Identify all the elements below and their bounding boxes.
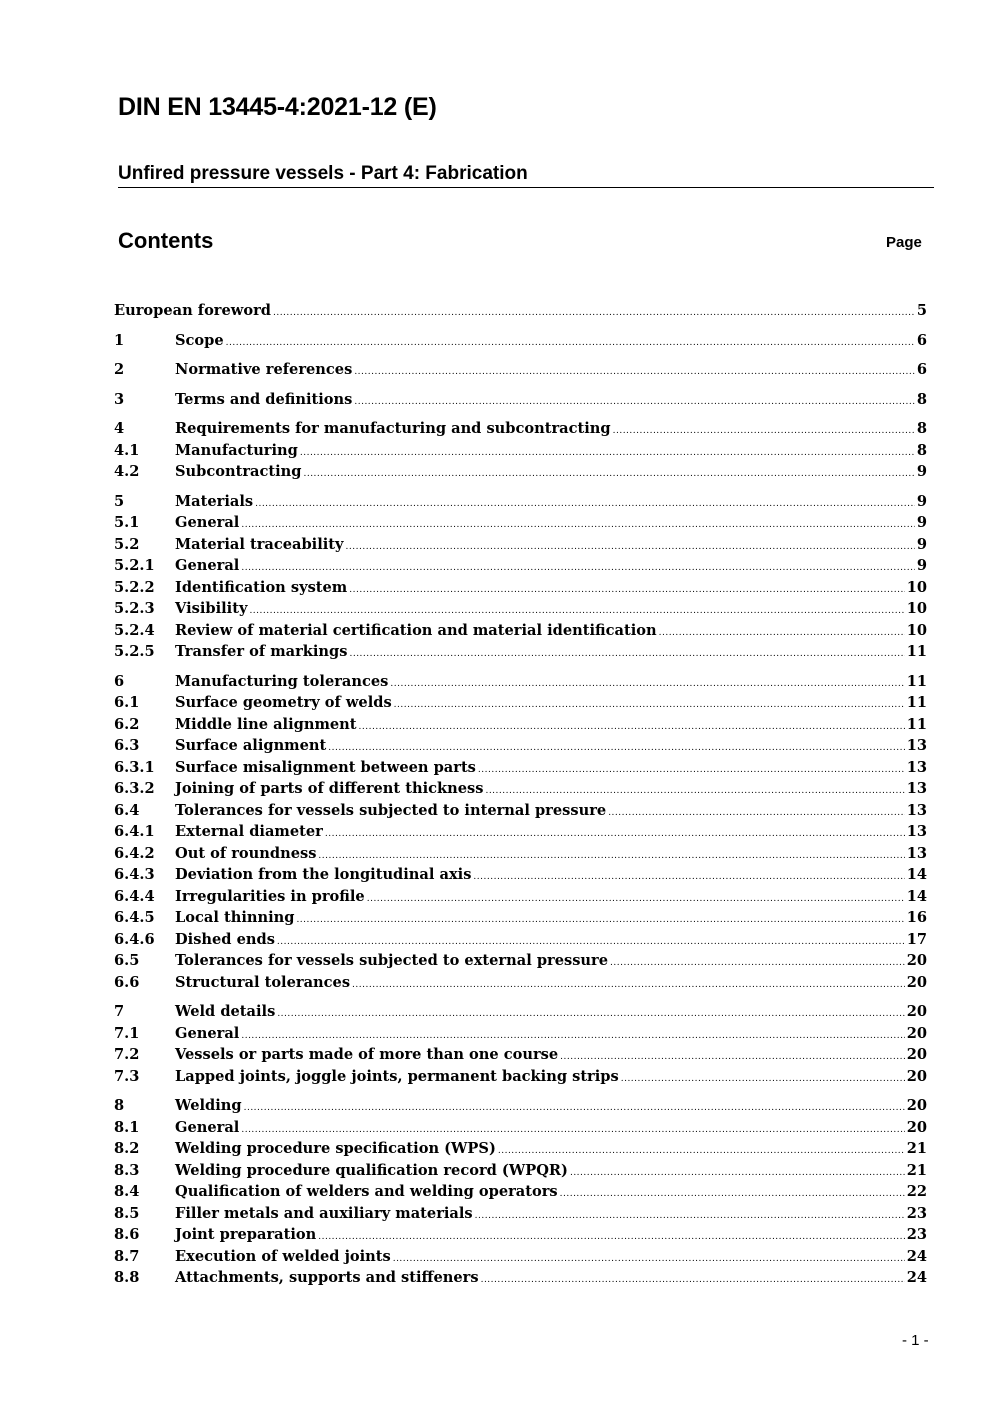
toc-section-number: 5.1 <box>114 514 140 531</box>
toc-entry-line <box>114 300 927 322</box>
toc-section-title: Scope <box>175 330 226 352</box>
toc-page-number: 23 <box>906 1204 927 1222</box>
toc-page-number: 13 <box>906 823 927 840</box>
toc-entry-line <box>175 534 927 556</box>
toc-entry[interactable] <box>114 359 927 381</box>
toc-entry[interactable] <box>114 1224 927 1246</box>
toc-page-number: 8 <box>916 390 927 408</box>
toc-dot-leader <box>300 443 915 462</box>
toc-section-number: 4.2 <box>114 463 140 480</box>
toc-entry-line <box>175 671 927 693</box>
toc-entry[interactable] <box>114 440 927 462</box>
toc-page-number: 24 <box>906 1247 927 1265</box>
toc-entry-line <box>175 461 927 483</box>
toc-section-title: External diameter <box>175 821 325 843</box>
toc-section-title: Normative references <box>175 359 354 381</box>
toc-section-number: 2 <box>114 361 125 378</box>
toc-entry[interactable] <box>114 929 927 951</box>
toc-page-number: 22 <box>906 1183 927 1200</box>
toc-dot-leader <box>241 558 915 577</box>
toc-page-number: 21 <box>906 1140 927 1157</box>
toc-section-title: Materials <box>175 491 255 513</box>
toc-section-number: 5.2.3 <box>114 600 155 617</box>
toc-page-number: 10 <box>906 621 927 639</box>
toc-entry[interactable] <box>114 864 927 886</box>
toc-section-number: 8.8 <box>114 1269 140 1286</box>
toc-dot-leader <box>367 889 905 908</box>
toc-section-title: Tolerances for vessels subjected to internal pressure <box>175 800 608 822</box>
toc-entry[interactable] <box>114 778 927 800</box>
toc-page-number: 14 <box>906 887 927 905</box>
toc-dot-leader <box>478 760 905 779</box>
toc-entry-line <box>175 972 927 994</box>
toc-page-number: 13 <box>906 844 927 862</box>
toc-dot-leader <box>249 601 904 620</box>
toc-section-title: Transfer of markings <box>175 641 349 663</box>
toc-dot-leader <box>241 515 915 534</box>
toc-dot-leader <box>346 537 915 556</box>
toc-dot-leader <box>390 674 904 693</box>
toc-entry-line <box>175 692 927 714</box>
toc-entry-line <box>175 1001 927 1023</box>
toc-page-number: 13 <box>906 737 927 754</box>
toc-page-number: 9 <box>916 514 927 531</box>
toc-dot-leader <box>359 717 905 736</box>
toc-section-title: Vessels or parts made of more than one course <box>175 1044 560 1066</box>
toc-page-number: 20 <box>906 1046 927 1063</box>
toc-entry[interactable] <box>114 1181 927 1203</box>
toc-entry[interactable] <box>114 555 927 577</box>
toc-section-number: 5.2 <box>114 535 140 553</box>
toc-entry-line <box>175 757 927 779</box>
toc-entry[interactable] <box>114 1246 927 1268</box>
toc-entry[interactable] <box>114 735 927 757</box>
toc-entry-line <box>175 389 927 411</box>
toc-entry[interactable] <box>114 757 927 779</box>
toc-section-title: Execution of welded joints <box>175 1246 393 1268</box>
toc-entry-line <box>175 1224 927 1246</box>
toc-dot-leader <box>481 1270 905 1289</box>
toc-entry[interactable] <box>114 641 927 663</box>
toc-entry-line <box>175 491 927 513</box>
toc-page-number: 20 <box>906 1118 927 1136</box>
toc-section-number: 5.2.2 <box>114 578 155 596</box>
toc-entry[interactable] <box>114 1160 927 1182</box>
document-subtitle: Unfired pressure vessels - Part 4: Fabrication <box>118 163 528 184</box>
toc-section-title: Dished ends <box>175 929 277 951</box>
toc-entry[interactable] <box>114 491 927 513</box>
toc-page-number: 21 <box>906 1161 927 1179</box>
toc-section-number: 4.1 <box>114 441 140 459</box>
toc-section-title: Material traceability <box>175 534 346 556</box>
table-of-contents <box>114 300 927 1289</box>
toc-entry[interactable] <box>114 1066 927 1088</box>
toc-dot-leader <box>241 1026 904 1045</box>
toc-section-title: Visibility <box>175 598 249 620</box>
toc-entry-line <box>175 886 927 908</box>
document-title: DIN EN 13445-4:2021-12 (E) <box>118 93 437 121</box>
toc-section-number: 6.6 <box>114 973 140 991</box>
toc-section-title: Subcontracting <box>175 461 303 483</box>
toc-dot-leader <box>318 1227 904 1246</box>
toc-dot-leader <box>473 867 904 886</box>
toc-dot-leader <box>296 910 904 929</box>
toc-section-title: European foreword <box>114 300 273 322</box>
toc-section-title: Identification system <box>175 577 349 599</box>
toc-dot-leader <box>277 932 905 951</box>
toc-section-title: Structural tolerances <box>175 972 352 994</box>
toc-page-number: 20 <box>906 1024 927 1042</box>
toc-page-number: 23 <box>906 1226 927 1243</box>
toc-dot-leader <box>349 580 904 599</box>
toc-dot-leader <box>328 738 904 757</box>
toc-section-title: Terms and definitions <box>175 389 354 411</box>
toc-entry[interactable] <box>114 1095 927 1117</box>
toc-entry-line <box>175 512 927 534</box>
toc-page-number: 20 <box>906 973 927 991</box>
toc-section-title: General <box>175 1023 241 1045</box>
toc-entry-line <box>175 1246 927 1268</box>
toc-section-number: 1 <box>114 331 125 349</box>
toc-section-title: Surface misalignment between parts <box>175 757 478 779</box>
toc-dot-leader <box>354 362 915 381</box>
toc-dot-leader <box>498 1141 905 1160</box>
toc-section-title: Welding procedure qualification record (WPQR) <box>175 1160 570 1182</box>
toc-section-title: Out of roundness <box>175 843 318 865</box>
toc-dot-leader <box>241 1120 904 1139</box>
toc-entry-line <box>175 778 927 800</box>
toc-section-number: 6.3.1 <box>114 758 155 776</box>
toc-section-title: Welding procedure specification (WPS) <box>175 1138 498 1160</box>
toc-section-number: 7.2 <box>114 1046 140 1063</box>
toc-section-number: 6.4.4 <box>114 887 155 905</box>
toc-page-number: 11 <box>906 715 927 733</box>
toc-section-number: 8.7 <box>114 1247 140 1265</box>
toc-page-number: 9 <box>916 492 927 510</box>
toc-dot-leader <box>255 494 915 513</box>
toc-dot-leader <box>303 464 914 483</box>
toc-entry-line <box>175 1203 927 1225</box>
toc-entry-line <box>175 843 927 865</box>
toc-section-title: Filler metals and auxiliary materials <box>175 1203 475 1225</box>
toc-dot-leader <box>560 1047 905 1066</box>
toc-page-number: 14 <box>906 866 927 883</box>
toc-dot-leader <box>613 421 915 440</box>
toc-entry[interactable] <box>114 821 927 843</box>
toc-section-title: Requirements for manufacturing and subcontracting <box>175 418 613 440</box>
toc-entry-line <box>175 821 927 843</box>
toc-entry[interactable] <box>114 800 927 822</box>
toc-page-number: 11 <box>906 643 927 660</box>
toc-entry-line <box>175 1066 927 1088</box>
toc-section-number: 6.4.2 <box>114 844 155 862</box>
toc-entry-line <box>175 907 927 929</box>
toc-entry-line <box>175 1044 927 1066</box>
toc-entry[interactable] <box>114 534 927 556</box>
toc-section-number: 6.4.1 <box>114 823 155 840</box>
toc-entry-line <box>175 598 927 620</box>
toc-page-number: 8 <box>916 420 927 437</box>
toc-entry[interactable] <box>114 1001 927 1023</box>
toc-dot-leader <box>560 1184 905 1203</box>
toc-entry-line <box>175 1023 927 1045</box>
toc-page-number: 6 <box>916 331 927 349</box>
toc-page-number: 11 <box>906 672 927 690</box>
toc-section-number: 5.2.4 <box>114 621 155 639</box>
toc-dot-leader <box>277 1004 904 1023</box>
toc-entry[interactable] <box>114 418 927 440</box>
toc-section-number: 8.4 <box>114 1183 140 1200</box>
toc-entry[interactable] <box>114 843 927 865</box>
toc-section-title: General <box>175 555 241 577</box>
toc-page-number: 9 <box>916 463 927 480</box>
toc-entry-line <box>175 1160 927 1182</box>
toc-page-number: 20 <box>906 1067 927 1085</box>
toc-entry[interactable] <box>114 714 927 736</box>
toc-dot-leader <box>318 846 904 865</box>
contents-heading: Contents <box>118 228 214 253</box>
toc-entry[interactable] <box>114 300 927 322</box>
toc-section-number: 6.3.2 <box>114 780 155 797</box>
toc-dot-leader <box>325 824 905 843</box>
toc-entry-line <box>175 800 927 822</box>
toc-section-number: 8 <box>114 1097 125 1114</box>
toc-page-number: 11 <box>906 694 927 711</box>
toc-section-number: 7.1 <box>114 1024 140 1042</box>
toc-dot-leader <box>610 953 905 972</box>
toc-dot-leader <box>570 1163 905 1182</box>
toc-section-number: 8.6 <box>114 1226 140 1243</box>
toc-entry-line <box>175 359 927 381</box>
toc-section-title: Surface alignment <box>175 735 328 757</box>
toc-section-number: 8.3 <box>114 1161 140 1179</box>
toc-entry-line <box>175 440 927 462</box>
toc-section-title: General <box>175 512 241 534</box>
toc-page-number: 20 <box>906 952 927 969</box>
toc-section-number: 8.1 <box>114 1118 140 1136</box>
toc-entry[interactable] <box>114 598 927 620</box>
toc-entry[interactable] <box>114 1044 927 1066</box>
toc-page-number: 6 <box>916 361 927 378</box>
toc-dot-leader <box>349 644 904 663</box>
toc-section-title: Local thinning <box>175 907 296 929</box>
page-column-heading: Page <box>886 234 922 251</box>
toc-entry[interactable] <box>114 907 927 929</box>
toc-entry-line <box>175 735 927 757</box>
toc-entry[interactable] <box>114 1203 927 1225</box>
toc-entry[interactable] <box>114 972 927 994</box>
header-divider <box>118 187 934 188</box>
toc-dot-leader <box>226 333 915 352</box>
toc-page-number: 10 <box>906 578 927 596</box>
toc-entry-line <box>175 1181 927 1203</box>
toc-section-number: 6.4.5 <box>114 909 155 926</box>
toc-section-number: 6.5 <box>114 952 140 969</box>
toc-section-title: Weld details <box>175 1001 277 1023</box>
toc-page-number: 9 <box>916 557 927 574</box>
toc-dot-leader <box>244 1098 905 1117</box>
toc-dot-leader <box>354 392 914 411</box>
toc-section-number: 6.1 <box>114 694 140 711</box>
toc-dot-leader <box>485 781 904 800</box>
toc-section-number: 5.2.5 <box>114 643 155 660</box>
toc-entry-line <box>175 1267 927 1289</box>
toc-page-number: 20 <box>906 1097 927 1114</box>
toc-entry-line <box>175 620 927 642</box>
toc-dot-leader <box>475 1206 905 1225</box>
toc-section-number: 7 <box>114 1003 125 1020</box>
toc-entry-line <box>175 555 927 577</box>
toc-section-number: 6.4.6 <box>114 930 155 948</box>
toc-section-title: Review of material certification and material identification <box>175 620 659 642</box>
toc-section-number: 6.4.3 <box>114 866 155 883</box>
toc-entry[interactable] <box>114 671 927 693</box>
toc-section-title: Tolerances for vessels subjected to external pressure <box>175 950 610 972</box>
toc-section-title: Middle line alignment <box>175 714 359 736</box>
toc-page-number: 13 <box>906 801 927 819</box>
toc-section-title: Manufacturing tolerances <box>175 671 390 693</box>
toc-entry-line <box>175 577 927 599</box>
toc-section-number: 6.4 <box>114 801 140 819</box>
toc-entry[interactable] <box>114 692 927 714</box>
toc-section-number: 6.2 <box>114 715 140 733</box>
toc-entry-line <box>175 330 927 352</box>
toc-entry[interactable] <box>114 1023 927 1045</box>
toc-entry-line <box>175 1095 927 1117</box>
toc-entry[interactable] <box>114 620 927 642</box>
toc-section-title: Welding <box>175 1095 244 1117</box>
toc-section-number: 7.3 <box>114 1067 140 1085</box>
toc-page-number: 9 <box>916 535 927 553</box>
toc-entry-line <box>175 950 927 972</box>
toc-page-number: 16 <box>906 909 927 926</box>
toc-page-number: 17 <box>906 930 927 948</box>
toc-dot-leader <box>352 975 905 994</box>
toc-entry[interactable] <box>114 389 927 411</box>
toc-page-number: 24 <box>906 1269 927 1286</box>
toc-entry[interactable] <box>114 461 927 483</box>
toc-section-number: 5 <box>114 492 125 510</box>
toc-section-number: 8.2 <box>114 1140 140 1157</box>
toc-entry[interactable] <box>114 512 927 534</box>
toc-entry[interactable] <box>114 950 927 972</box>
toc-entry[interactable] <box>114 886 927 908</box>
toc-entry-line <box>175 929 927 951</box>
toc-dot-leader <box>659 623 905 642</box>
toc-dot-leader <box>393 1249 905 1268</box>
toc-dot-leader <box>608 803 905 822</box>
toc-entry[interactable] <box>114 1138 927 1160</box>
toc-section-title: Surface geometry of welds <box>175 692 394 714</box>
toc-entry-line <box>175 1138 927 1160</box>
toc-entry-line <box>175 641 927 663</box>
toc-section-number: 5.2.1 <box>114 557 155 574</box>
toc-section-title: Lapped joints, joggle joints, permanent backing strips <box>175 1066 621 1088</box>
toc-section-number: 6 <box>114 672 125 690</box>
toc-section-number: 4 <box>114 420 125 437</box>
toc-page-number: 5 <box>916 302 927 319</box>
toc-dot-leader <box>394 695 905 714</box>
toc-page-number: 8 <box>916 441 927 459</box>
toc-section-title: Joining of parts of different thickness <box>175 778 485 800</box>
toc-page-number: 10 <box>906 600 927 617</box>
toc-entry[interactable] <box>114 1117 927 1139</box>
toc-section-title: General <box>175 1117 241 1139</box>
toc-section-title: Irregularities in profile <box>175 886 367 908</box>
toc-section-title: Manufacturing <box>175 440 300 462</box>
toc-entry[interactable] <box>114 577 927 599</box>
toc-dot-leader <box>621 1069 905 1088</box>
toc-section-number: 8.5 <box>114 1204 140 1222</box>
toc-entry-line <box>175 418 927 440</box>
toc-section-title: Qualification of welders and welding operators <box>175 1181 560 1203</box>
toc-section-title: Attachments, supports and stiffeners <box>175 1267 481 1289</box>
toc-entry[interactable] <box>114 330 927 352</box>
toc-section-number: 3 <box>114 390 125 408</box>
toc-page-number: 20 <box>906 1003 927 1020</box>
toc-section-number: 6.3 <box>114 737 140 754</box>
toc-section-title: Deviation from the longitudinal axis <box>175 864 473 886</box>
toc-page-number: 13 <box>906 780 927 797</box>
toc-entry-line <box>175 864 927 886</box>
toc-entry-line <box>175 714 927 736</box>
toc-page-number: 13 <box>906 758 927 776</box>
toc-entry-line <box>175 1117 927 1139</box>
toc-section-title: Joint preparation <box>175 1224 318 1246</box>
toc-entry[interactable] <box>114 1267 927 1289</box>
toc-dot-leader <box>273 303 915 322</box>
footer-page-number: - 1 - <box>902 1332 929 1349</box>
